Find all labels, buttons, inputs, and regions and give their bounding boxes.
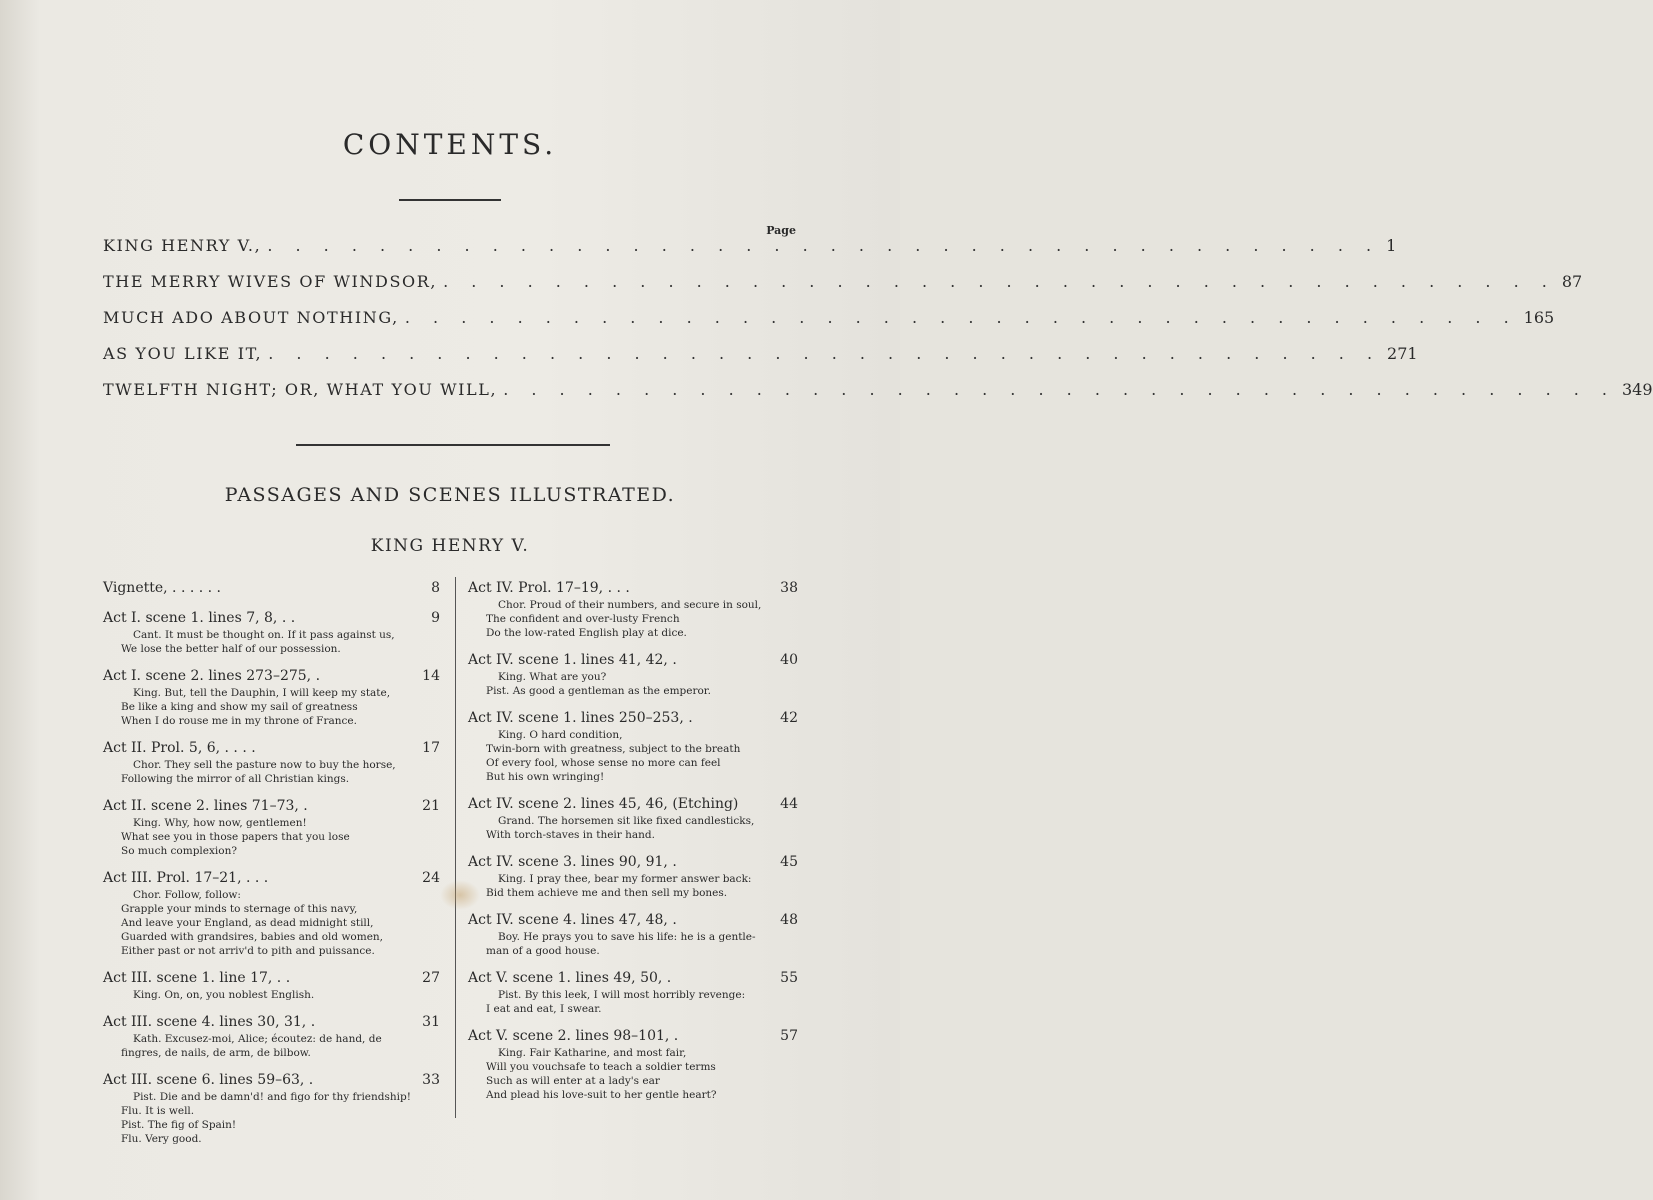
entry-heading <box>103 796 440 816</box>
contents-list <box>103 236 1653 416</box>
leader-dots: . . . . . . . . . . . . . . . . . . . . . . . . . . . . . . . . . . . . . . . . <box>268 344 1382 363</box>
entry-page: 24 <box>422 870 440 886</box>
entry-page: 33 <box>422 1072 440 1088</box>
entry-heading <box>468 910 798 930</box>
leader-dots: . . . . . . . . . . . . . . . . . . . . . . . . . . . . . . . . . . . . . . . . <box>404 308 1518 327</box>
toc-entry <box>103 344 1418 380</box>
entry-heading <box>103 1012 440 1032</box>
entry-page: 9 <box>431 610 440 626</box>
illustration-entry <box>468 650 798 698</box>
illustration-entry <box>468 852 798 900</box>
quote-line: fingres, de nails, de arm, de bilbow. <box>121 1047 311 1059</box>
quote-line: Such as will enter at a lady's ear <box>486 1075 660 1087</box>
illustration-entry <box>468 910 798 958</box>
entry-reference: Act III. scene 1. line 17, . . <box>103 970 291 986</box>
entry-page: 14 <box>422 668 440 684</box>
toc-page: 165 <box>1523 308 1555 327</box>
entry-page: 38 <box>780 580 798 596</box>
quote-line: When I do rouse me in my throne of France. <box>121 715 357 727</box>
entry-page: 55 <box>780 970 798 986</box>
quote-line: King. I pray thee, bear my former answer back: <box>498 873 752 885</box>
illustration-entry <box>468 794 798 842</box>
entry-page: 17 <box>422 740 440 756</box>
entry-heading <box>468 650 798 670</box>
entry-heading <box>468 578 798 598</box>
quote-line: Pist. Die and be damn'd! and figo for thy friendship! <box>133 1091 411 1103</box>
quote-line: But his own wringing! <box>486 771 605 783</box>
entry-reference: Act III. scene 4. lines 30, 31, . <box>103 1014 316 1030</box>
quote-line: Chor. Follow, follow: <box>133 889 241 901</box>
section-title: PASSAGES AND SCENES ILLUSTRATED. <box>224 484 676 506</box>
entry-reference: Act IV. scene 1. lines 41, 42, . <box>468 652 677 668</box>
entry-page: 44 <box>780 796 798 812</box>
quote-line: King. What are you? <box>498 671 607 683</box>
entry-heading <box>468 794 798 814</box>
quote-line: So much complexion? <box>121 845 237 857</box>
quote-line: Bid them achieve me and then sell my bones. <box>486 887 728 899</box>
illustration-entry <box>103 1070 440 1146</box>
entry-heading <box>103 1070 440 1090</box>
entry-page: 21 <box>422 798 440 814</box>
leader-dots: . . . . . . . . . . . . . . . . . . . . . . . . . . . . . . . . . . . . . . . . <box>503 380 1616 399</box>
quote-line: With torch-staves in their hand. <box>486 829 655 841</box>
illustration-entry <box>103 868 440 958</box>
toc-page: 349 <box>1622 380 1653 399</box>
entry-page: 8 <box>431 580 440 596</box>
entry-reference: Act IV. Prol. 17–19, . . . <box>468 580 630 596</box>
quote-line: Flu. Very good. <box>121 1133 202 1145</box>
toc-entry <box>103 272 1583 308</box>
quote-line: What see you in those papers that you lose <box>121 831 350 843</box>
quote-line: Either past or not arriv'd to pith and puissance. <box>121 945 375 957</box>
entry-reference: Act II. scene 2. lines 71–73, . <box>103 798 308 814</box>
title-divider <box>399 199 501 201</box>
entry-page: 57 <box>780 1028 798 1044</box>
quote-line: Cant. It must be thought on. If it pass against us, <box>133 629 395 641</box>
quote-line: Chor. They sell the pasture now to buy the horse, <box>133 759 396 771</box>
entry-heading <box>103 868 440 888</box>
quote-line: King. But, tell the Dauphin, I will keep my state, <box>133 687 391 699</box>
entry-heading <box>103 968 440 988</box>
quote-line: Pist. By this leek, I will most horribly revenge: <box>498 989 746 1001</box>
entry-page: 45 <box>780 854 798 870</box>
illustration-entry <box>468 968 798 1016</box>
entry-heading <box>103 608 440 628</box>
section-divider <box>296 444 610 446</box>
entry-heading <box>468 852 798 872</box>
entry-reference: Act V. scene 2. lines 98–101, . <box>468 1028 679 1044</box>
entry-heading <box>468 968 798 988</box>
entry-reference: Act I. scene 1. lines 7, 8, . . <box>103 610 296 626</box>
quote-line: Pist. The fig of Spain! <box>121 1119 237 1131</box>
right-column <box>468 578 798 1112</box>
illustration-entry <box>103 796 440 858</box>
toc-page: 271 <box>1387 344 1418 363</box>
entry-reference: Act V. scene 1. lines 49, 50, . <box>468 970 672 986</box>
entry-heading <box>103 666 440 686</box>
leader-dots: . . . . . . . . . . . . . . . . . . . . . . . . . . . . . . . . . . . . . . . . <box>267 236 1381 255</box>
quote-line: man of a good house. <box>486 945 600 957</box>
illustration-entry <box>468 708 798 784</box>
quote-line: And leave your England, as dead midnight still, <box>121 917 374 929</box>
illustration-entry <box>103 738 440 786</box>
toc-entry <box>103 380 1653 416</box>
illustration-entry <box>468 1026 798 1102</box>
toc-page: 1 <box>1386 236 1397 255</box>
entry-reference: Vignette, . . . . . . <box>103 580 221 596</box>
quote-line: King. On, on, you noblest English. <box>133 989 315 1001</box>
toc-entry <box>103 308 1555 344</box>
quote-line: Guarded with grandsires, babies and old women, <box>121 931 384 943</box>
toc-title: MUCH ADO ABOUT NOTHING, <box>103 308 399 327</box>
toc-title: TWELFTH NIGHT; OR, WHAT YOU WILL, <box>103 380 498 399</box>
illustration-entry <box>103 608 440 656</box>
entry-heading <box>103 578 440 598</box>
quote-line: Of every fool, whose sense no more can feel <box>486 757 721 769</box>
quote-line: Following the mirror of all Christian kings. <box>121 773 350 785</box>
page-title: CONTENTS. <box>342 128 558 161</box>
entry-heading <box>103 738 440 758</box>
entry-reference: Act III. Prol. 17–21, . . . <box>103 870 269 886</box>
entry-reference: Act IV. scene 2. lines 45, 46, (Etching) <box>468 796 739 812</box>
illustration-entry <box>468 578 798 640</box>
toc-title: THE MERRY WIVES OF WINDSOR, <box>103 272 438 291</box>
quote-line: Grapple your minds to sternage of this navy, <box>121 903 358 915</box>
entry-page: 31 <box>422 1014 440 1030</box>
entry-reference: Act IV. scene 1. lines 250–253, . <box>468 710 693 726</box>
leader-dots: . . . . . . . . . . . . . . . . . . . . . . . . . . . . . . . . . . . . . . . . <box>443 272 1556 291</box>
column-divider <box>455 577 456 1118</box>
illustration-entry <box>103 666 440 728</box>
illustration-entry <box>103 1012 440 1060</box>
quote-line: The confident and over-lusty French <box>486 613 680 625</box>
quote-line: Be like a king and show my sail of greatness <box>121 701 358 713</box>
quote-line: Will you vouchsafe to teach a soldier terms <box>486 1061 716 1073</box>
quote-line: Twin-born with greatness, subject to the breath <box>486 743 741 755</box>
quote-line: King. Why, how now, gentlemen! <box>133 817 307 829</box>
entry-heading <box>468 708 798 728</box>
entry-page: 40 <box>780 652 798 668</box>
play-title: KING HENRY V. <box>370 536 530 556</box>
quote-line: Kath. Excusez-moi, Alice; écoutez: de hand, de <box>133 1033 382 1045</box>
entry-reference: Act II. Prol. 5, 6, . . . . <box>103 740 256 756</box>
entry-heading <box>468 1026 798 1046</box>
quote-line: Pist. As good a gentleman as the emperor. <box>486 685 712 697</box>
illustration-entry <box>103 968 440 1002</box>
entry-page: 42 <box>780 710 798 726</box>
quote-line: And plead his love-suit to her gentle heart? <box>486 1089 717 1101</box>
illustration-entry <box>103 578 440 598</box>
toc-entry <box>103 236 1397 272</box>
toc-page: 87 <box>1561 272 1583 291</box>
quote-line: King. Fair Katharine, and most fair, <box>498 1047 687 1059</box>
toc-title: KING HENRY V., <box>103 236 262 255</box>
quote-line: Grand. The horsemen sit like fixed candlesticks, <box>498 815 755 827</box>
quote-line: Chor. Proud of their numbers, and secure in soul, <box>498 599 762 611</box>
page-column-heading: Page <box>766 224 796 237</box>
entry-reference: Act III. scene 6. lines 59–63, . <box>103 1072 314 1088</box>
quote-line: Flu. It is well. <box>121 1105 195 1117</box>
quote-line: King. O hard condition, <box>498 729 623 741</box>
entry-reference: Act IV. scene 3. lines 90, 91, . <box>468 854 677 870</box>
quote-line: Do the low-rated English play at dice. <box>486 627 687 639</box>
entry-page: 48 <box>780 912 798 928</box>
quote-line: I eat and eat, I swear. <box>486 1003 602 1015</box>
entry-reference: Act IV. scene 4. lines 47, 48, . <box>468 912 677 928</box>
toc-title: AS YOU LIKE IT, <box>103 344 263 363</box>
entry-reference: Act I. scene 2. lines 273–275, . <box>103 668 321 684</box>
entry-page: 27 <box>422 970 440 986</box>
left-column <box>103 578 440 1156</box>
quote-line: Boy. He prays you to save his life: he is a gentle- <box>498 931 756 943</box>
quote-line: We lose the better half of our possession. <box>121 643 341 655</box>
